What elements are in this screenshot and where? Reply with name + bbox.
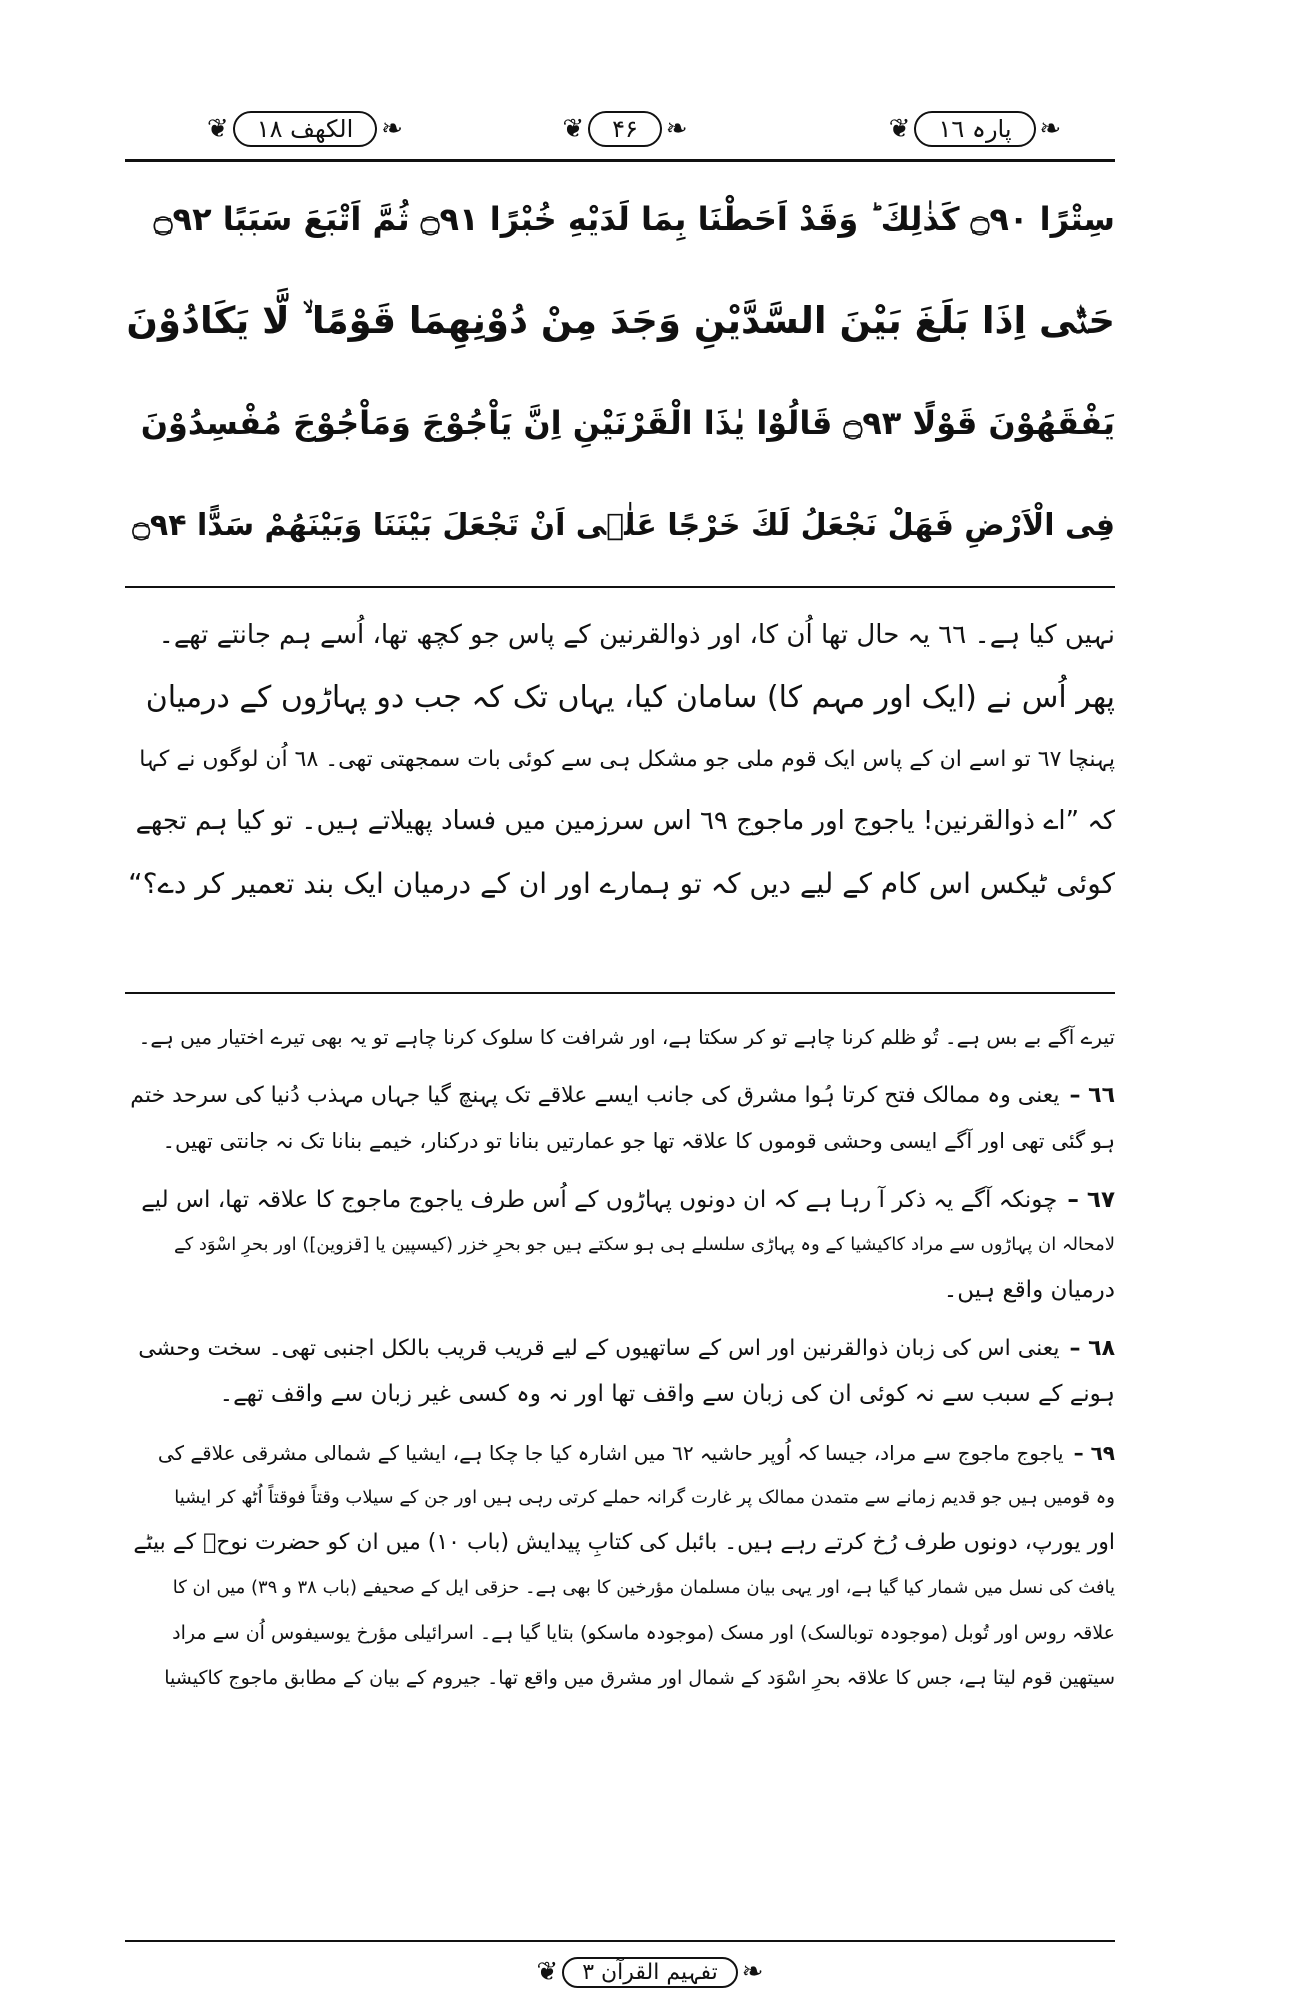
footnote-line: درمیان واقع ہیں۔: [943, 1276, 1115, 1303]
ornament-icon: ❧: [1039, 114, 1062, 144]
footnotes: [125, 1014, 1115, 1874]
verse-line: حَتّٰۤى اِذَا بَلَغَ بَيْنَ السَّدَّيْنِ وَجَدَ مِنْ دُوْنِهِمَا قَوْمًا ۙ لَّا يَكَادُوْنَ: [126, 299, 1115, 342]
footnote-line: یافث کی نسل میں شمار کیا گیا ہے، اور یہی بیان مسلمان مؤرخین کا بھی ہے۔ حزقی ایل کے صحیفے (باب ٣٨ و ٣٩) میں ان کا: [172, 1577, 1115, 1598]
translation-line: نہیں کیا ہے۔ ٦٦ یہ حال تھا اُن کا، اور ذوالقرنین کے پاس جو کچھ تھا، اُسے ہم جانتے تھے۔: [158, 620, 1115, 650]
footnote-number: ٦٦ –: [1069, 1083, 1115, 1108]
para-cartouche: [845, 108, 1105, 150]
ornament-icon: ❦: [562, 114, 585, 144]
page-number: ۴۶: [588, 111, 662, 147]
translation-line: پہنچا ٦٧ تو اسے ان کے پاس ایک قوم ملی جو مشکل ہی سے کوئی بات سمجھتی تھی۔ ٦٨ اُن لوگوں نے کہا: [139, 746, 1115, 772]
verse-line: فِى الْاَرْضِ فَهَلْ نَجْعَلُ لَكَ خَرْجًا عَلٰۤى اَنْ تَجْعَلَ بَيْنَنَا وَبَيْنَهُمْ سَدًّا ۝۹۴: [132, 507, 1115, 543]
footnote-line: ٦٨ – یعنی اس کی زبان ذوالقرنین اور اس کے ساتھیوں کے لیے قریب قریب بالکل اجنبی تھی۔ سخت وحشی: [138, 1336, 1115, 1361]
footnote-line: ہو گئی تھی اور آگے ایسی وحشی قوموں کا علاقہ تھا جو عمارتیں بنانا تو درکنار، خیمے بنانا تک نہ جانتی تھیں۔: [162, 1128, 1115, 1153]
page-footer: [430, 1952, 870, 1992]
surah-label: الکھف ۱۸: [233, 111, 378, 147]
verse-line: سِتْرًا ۝۹۰ كَذٰلِكَ ؕ وَقَدْ اَحَطْنَا بِمَا لَدَيْهِ خُبْرًا ۝۹۱ ثُمَّ اَتْبَعَ سَبَبًا ۝۹۲: [153, 200, 1115, 238]
ornament-icon: ❦: [888, 114, 911, 144]
verse-line: يَفْقَهُوْنَ قَوْلًا ۝۹۳ قَالُوْا يٰذَا الْقَرْنَيْنِ اِنَّ يَاْجُوْجَ وَمَاْجُوْجَ مُفْسِدُوْنَ: [140, 404, 1115, 442]
ornament-icon: ❧: [381, 114, 404, 144]
ornament-icon: ❦: [536, 1957, 559, 1987]
footnote-line: علاقہ روس اور تُوبل (موجودہ توبالسک) اور مسک (موجودہ ماسکو) بتایا گیا ہے۔ اسرائیلی مؤرخ یوسیفوس اُن سے مراد: [172, 1621, 1115, 1644]
book-title: تفہیم القرآن ٣: [562, 1957, 738, 1988]
verses-divider: [125, 586, 1115, 588]
page-number-cartouche: [525, 108, 725, 150]
footnote-number: ٦٧ –: [1067, 1186, 1115, 1213]
urdu-translation: [125, 604, 1115, 976]
footnote-line: ٦٩ – یاجوج ماجوج سے مراد، جیسا کہ اُوپر حاشیہ ٦٢ میں اشارہ کیا جا چکا ہے، ایشیا کے شمالی مشرقی علاقے کی: [157, 1440, 1115, 1465]
translation-line: پھر اُس نے (ایک اور مہم کا) سامان کیا، یہاں تک کہ جب دو پہاڑوں کے درمیان: [145, 679, 1115, 715]
footnote-line: ہونے کے سبب سے نہ کوئی ان کی زبان سے واقف تھا اور نہ وہ کسی غیر زبان سے واقف تھے۔: [219, 1380, 1115, 1407]
footnote-line: ٦٧ – چونکہ آگے یہ ذکر آ رہا ہے کہ ان دونوں پہاڑوں کے اُس طرف یاجوج ماجوج کا علاقہ تھا، اس لیے: [141, 1186, 1115, 1213]
footnote-line: تیرے آگے بے بس ہے۔ تُو ظلم کرنا چاہے تو کر سکتا ہے، اور شرافت کا سلوک کرنا چاہے تو یہ بھی تیرے اختیار میں ہے۔: [138, 1024, 1115, 1049]
ornament-icon: ❧: [665, 114, 688, 144]
footer-rule: [125, 1940, 1115, 1942]
header-rule: [125, 159, 1115, 162]
footnote-line: لامحالہ ان پہاڑوں سے مراد کاکیشیا کے وہ پہاڑی سلسلے ہی ہو سکتے ہیں جو بحرِ خزر (کیسپین یا [قزوین]) اور بحرِ اسْوَد کے: [174, 1234, 1115, 1255]
para-label: پارہ ۱٦: [914, 111, 1035, 147]
translation-divider: [125, 992, 1115, 994]
footnote-line: اور یورپ، دونوں طرف رُخ کرتے رہے ہیں۔ بائبل کی کتابِ پیدایش (باب ١٠) میں ان کو حضرت نوحؑ کے بیٹے: [133, 1530, 1115, 1555]
footnote-line: وہ قومیں ہیں جو قدیم زمانے سے متمدن ممالک پر غارت گرانہ حملے کرتی رہی ہیں اور جن کے سیلاب وقتاً فوقتاً اُٹھ کر ایشیا: [174, 1487, 1115, 1508]
ornament-icon: ❧: [741, 1957, 764, 1987]
arabic-verses: [125, 168, 1115, 576]
footnote-number: ٦٩ –: [1073, 1440, 1115, 1465]
footnote-number: ٦٨ –: [1069, 1336, 1115, 1361]
surah-cartouche: [155, 108, 455, 150]
translation-line: کوئی ٹیکس اس کام کے لیے دیں کہ تو ہمارے اور ان کے درمیان ایک بند تعمیر کر دے؟“: [128, 866, 1115, 900]
translation-line: کہ ”اے ذوالقرنین! یاجوج اور ماجوج ٦٩ اس سرزمین میں فساد پھیلاتے ہیں۔ تو کیا ہم تجھے: [135, 806, 1115, 836]
footnote-line: سیتھین قوم لیتا ہے، جس کا علاقہ بحرِ اسْوَد کے شمال اور مشرق میں واقع تھا۔ جیروم کے بیان کے مطابق ماجوج کاکیشیا: [164, 1666, 1115, 1689]
page-header: [125, 100, 1115, 162]
footnote-line: ٦٦ – یعنی وہ ممالک فتح کرتا ہُوا مشرق کی جانب ایسے علاقے تک پہنچ گیا جہاں مہذب دُنیا کی سرحد ختم: [130, 1083, 1115, 1108]
ornament-icon: ❦: [206, 114, 229, 144]
